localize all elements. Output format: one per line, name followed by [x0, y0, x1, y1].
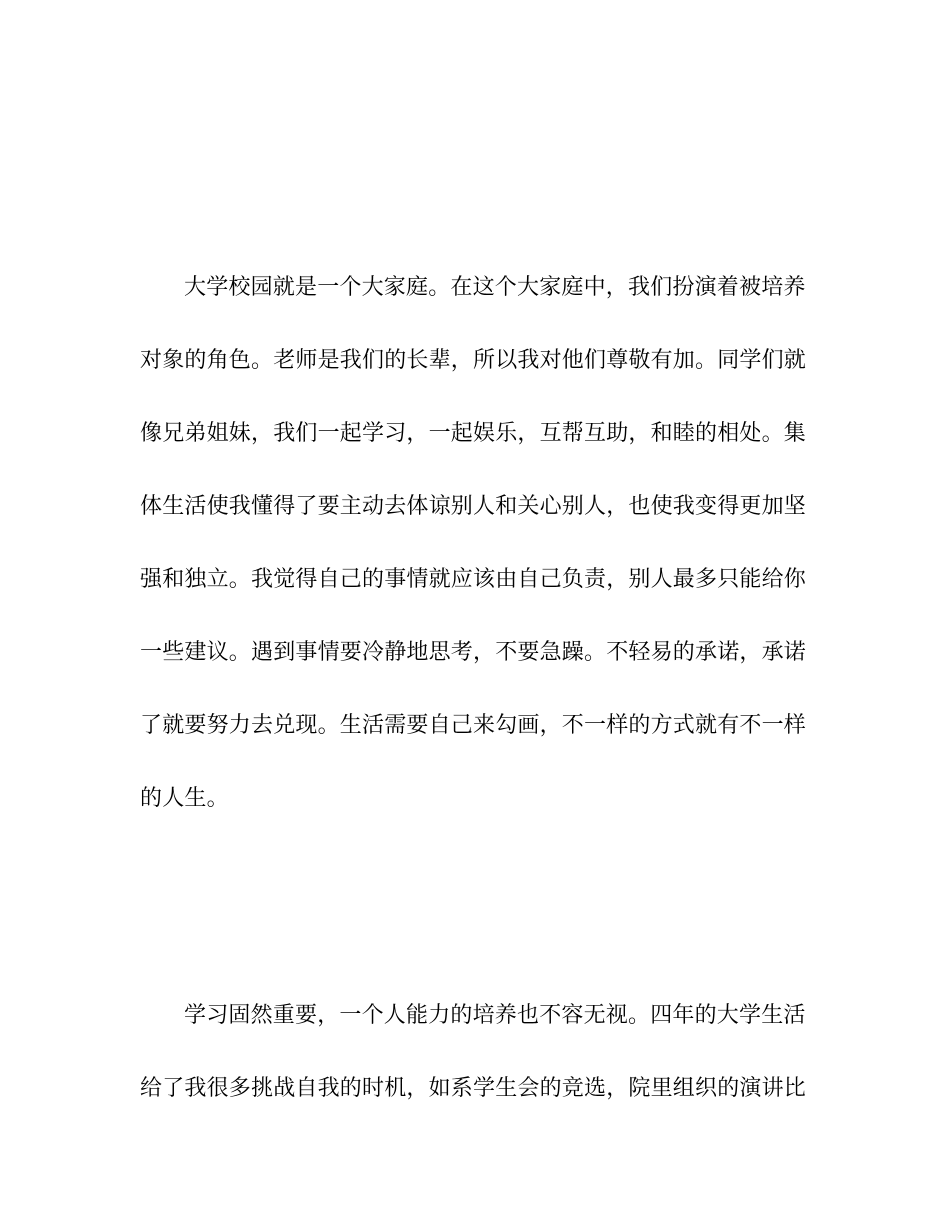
text-line: 了就要努力去兑现。生活需要自己来勾画，不一样的方式就有不一样 — [140, 713, 807, 738]
text-line: 给了我很多挑战自我的时机，如系学生会的竞选，院里组织的演讲比 — [140, 1076, 807, 1101]
paragraph-campus-family — [140, 270, 807, 854]
text-line: 体生活使我懂得了要主动去体谅别人和关心别人，也使我变得更加坚 — [140, 494, 807, 519]
text-line: 像兄弟姐妹，我们一起学习，一起娱乐，互帮互助，和睦的相处。集 — [140, 421, 807, 446]
text-line: 一些建议。遇到事情要冷静地思考，不要急躁。不轻易的承诺，承诺 — [140, 640, 807, 665]
text-line: 强和独立。我觉得自己的事情就应该由自己负责，别人最多只能给你 — [140, 567, 807, 592]
text-line: 大学校园就是一个大家庭。在这个大家庭中，我们扮演着被培养 — [184, 275, 806, 300]
text-line: 的人生。 — [140, 786, 229, 811]
text-line: 学习固然重要，一个人能力的培养也不容无视。四年的大学生活 — [184, 1003, 806, 1028]
paragraph-ability-training — [140, 998, 807, 1144]
text-line: 对象的角色。老师是我们的长辈，所以我对他们尊敬有加。同学们就 — [140, 348, 807, 373]
